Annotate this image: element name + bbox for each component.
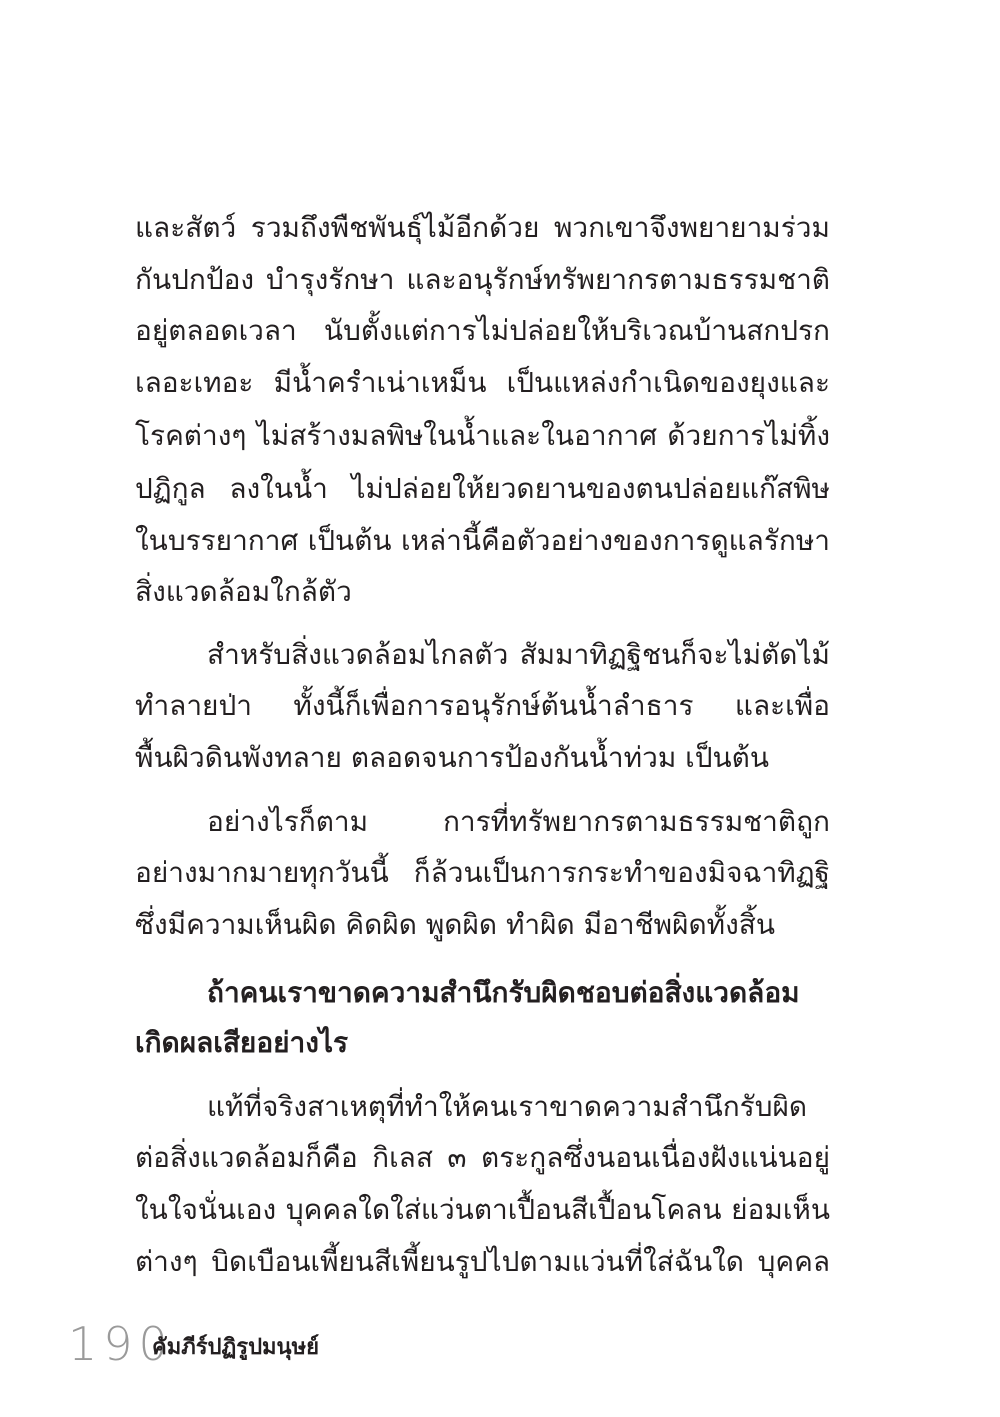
text-line: ต่อสิ่งแวดล้อมก็คือ กิเลส ๓ ตระกูลซึ่งนอนเนื่องฝังแน่นอยู่ (135, 1141, 830, 1174)
text-line: อย่างมากมายทุกวันนี้ ก็ล้วนเป็นการกระทำของมิจฉาทิฏฐิ (135, 856, 830, 889)
text-line: และสัตว์ รวมถึงพืชพันธุ์ไม้อีกด้วย พวกเขาจึงพยายามร่วม (135, 211, 830, 244)
page-number: 190 (68, 1317, 174, 1371)
text-line: ในใจนั่นเอง บุคคลใดใส่แว่นตาเปื้อนสีเปื้อนโคลน ย่อมเห็น (135, 1193, 830, 1226)
text-line: ในบรรยากาศ เป็นต้น เหล่านี้คือตัวอย่างของการดูแลรักษา (135, 524, 830, 557)
text-line: แท้ที่จริงสาเหตุที่ทำให้คนเราขาดความสำนึกรับผิด (207, 1090, 808, 1123)
text-line: กันปกป้อง บำรุงรักษา และอนุรักษ์ทรัพยากรตามธรรมชาติ (135, 263, 830, 296)
text-line: พื้นผิวดินพังทลาย ตลอดจนการป้องกันน้ำท่วม เป็นต้น (135, 741, 769, 774)
heading-line: ถ้าคนเราขาดความสำนึกรับผิดชอบต่อสิ่งแวดล้อม (207, 976, 800, 1009)
text-line: ต่างๆ บิดเบือนเพี้ยนสีเพี้ยนรูปไปตามแว่นที่ใส่ฉันใด บุคคล (135, 1245, 830, 1278)
text-line: ปฏิกูล ลงในน้ำ ไม่ปล่อยให้ยวดยานของตนปล่อยแก๊สพิษ (135, 472, 830, 505)
text-line: อย่างไรก็ตาม การที่ทรัพยากรตามธรรมชาติถูก (207, 805, 830, 838)
text-line: สำหรับสิ่งแวดล้อมไกลตัว สัมมาทิฏฐิชนก็จะไม่ตัดไม้ (207, 638, 830, 671)
text-line: อยู่ตลอดเวลา นับตั้งแต่การไม่ปล่อยให้บริเวณบ้านสกปรก (135, 314, 830, 347)
heading-line: เกิดผลเสียอย่างไร (135, 1026, 349, 1059)
book-title: คัมภีร์ปฏิรูปมนุษย์ (152, 1335, 319, 1360)
text-line: ซึ่งมีความเห็นผิด คิดผิด พูดผิด ทำผิด มีอาชีพผิดทั้งสิ้น (135, 908, 776, 941)
text-line: สิ่งแวดล้อมใกล้ตัว (135, 575, 352, 608)
text-line: เลอะเทอะ มีน้ำครำเน่าเหม็น เป็นแหล่งกำเนิดของยุงและ (135, 366, 830, 399)
text-line: ทำลายป่า ทั้งนี้ก็เพื่อการอนุรักษ์ต้นน้ำลำธาร และเพื่อ (135, 689, 830, 722)
text-line: โรคต่างๆ ไม่สร้างมลพิษในน้ำและในอากาศ ด้วยการไม่ทิ้ง (135, 419, 830, 452)
